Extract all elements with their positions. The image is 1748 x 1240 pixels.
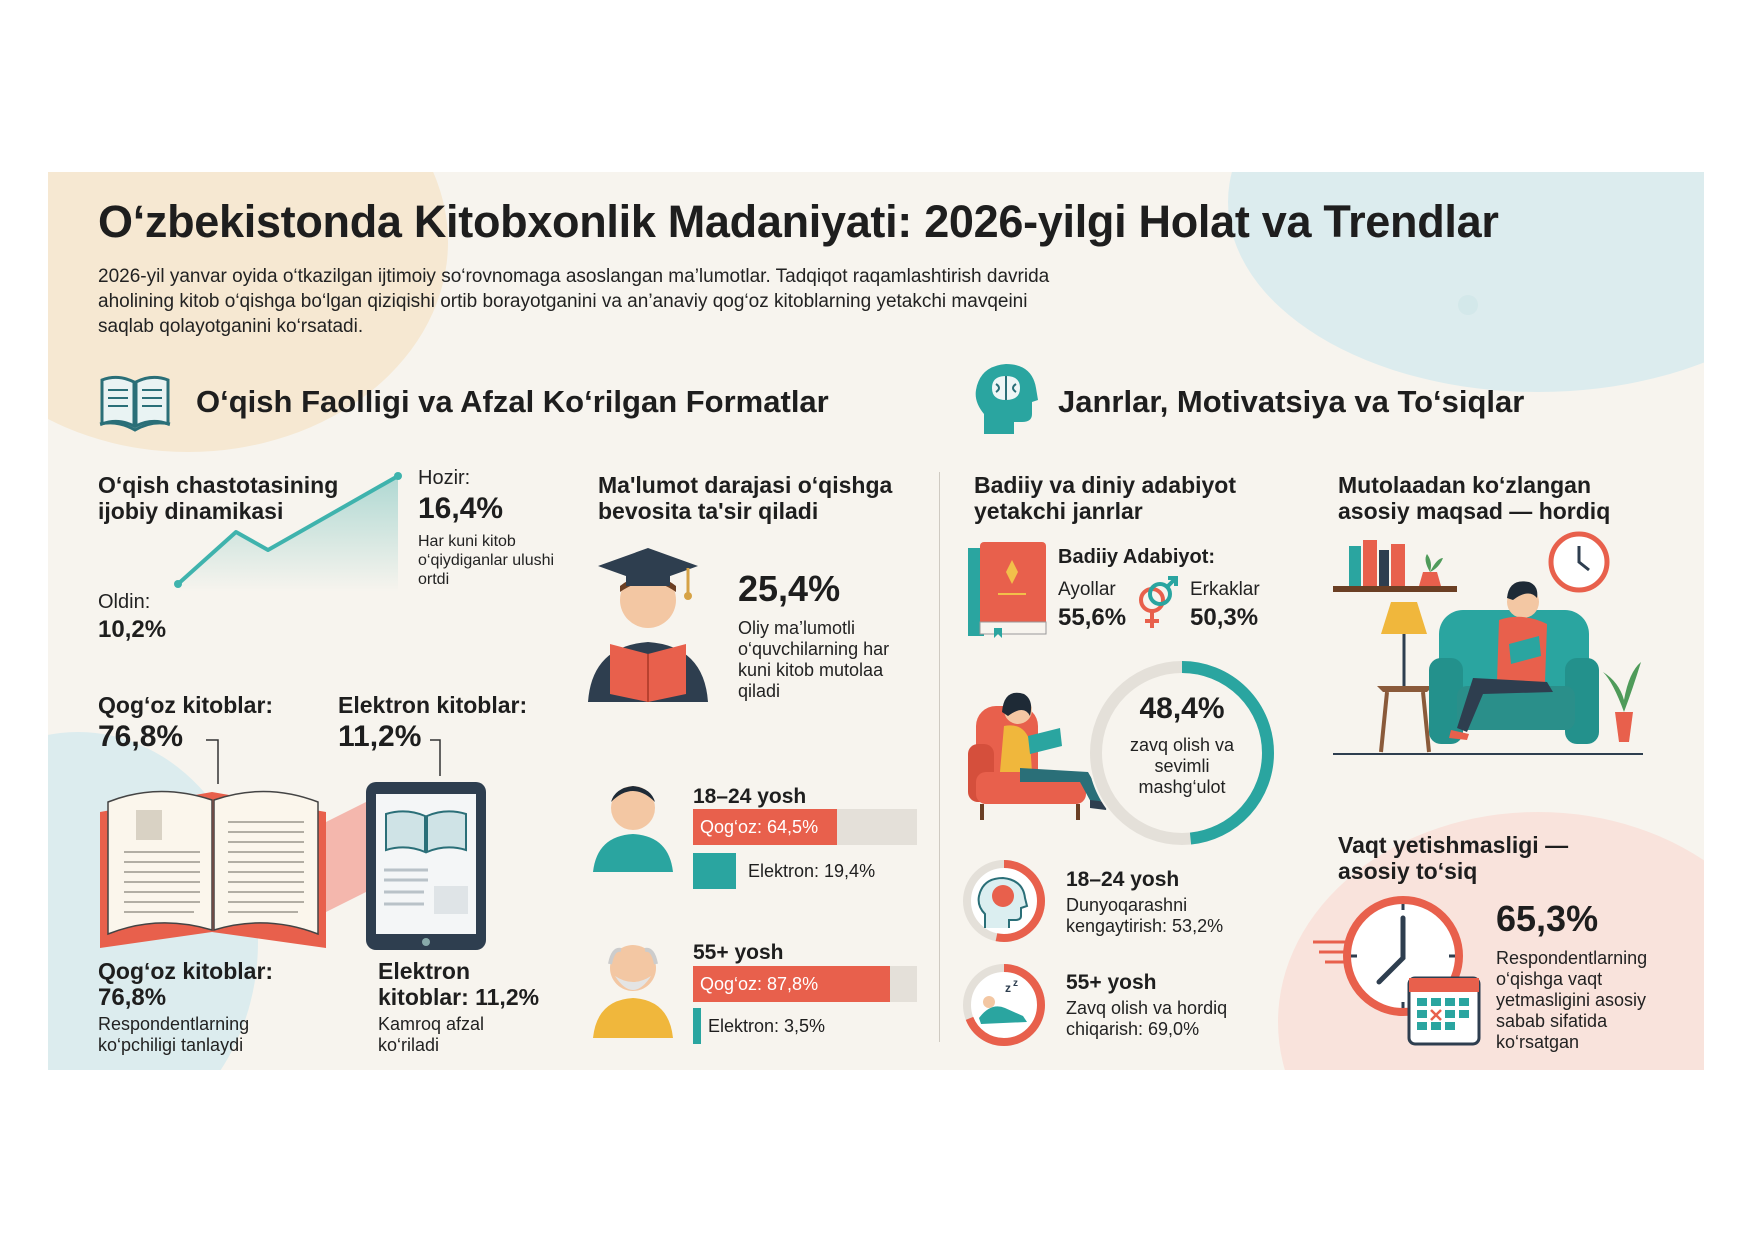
gender-symbol-icon <box>1136 576 1180 634</box>
goal-heading: Mutolaadan ko‘zlangan asosiy maqsad — hordiq <box>1338 472 1611 524</box>
ebook-bar-label: Elektron: 19,4% <box>748 861 876 881</box>
trend-heading: O‘qish chastotasining ijobiy dinamikasi <box>98 472 339 524</box>
red-book-icon <box>968 542 1048 638</box>
ebooks-label: Elektron kitoblar: <box>338 692 528 718</box>
young-person-icon <box>593 772 673 872</box>
paper-caption-value: 76,8% <box>98 984 167 1011</box>
motivation-ring-senior <box>961 962 1047 1048</box>
paper-book-illustration <box>98 772 328 952</box>
trend-now-value: 16,4% <box>418 492 504 525</box>
genre-title: Badiiy Adabiyot: <box>1058 546 1216 568</box>
age-motivation-label: 18–24 yosh <box>1066 868 1180 891</box>
intro-text: 2026-yil yanvar oyida o‘tkazilgan ijtimoiy so‘rovnomaga asoslangan ma’lumotlar. Tadqiqot raqamlashtirish davrida aholining kitob o‘qishga bo‘lgan qiziqishi ortib borayotganini va an’anaviy qog‘oz kitoblarning yetakchi mavqeini saqlab qolayotganini ko‘rsatadi. <box>98 266 1050 337</box>
head-brain-icon <box>974 362 1040 434</box>
enjoyment-note: zavq olish va sevimli mashg‘ulot <box>1129 735 1235 797</box>
ebook-caption-note: Kamroq afzal ko‘riladi <box>378 1014 485 1055</box>
ebook-caption-title: Elektron kitoblar: 11,2% <box>378 958 540 1010</box>
age-group-label: 18–24 yosh <box>693 785 807 808</box>
age-motivation-note: Dunyoqarashni kengaytirish: 53,2% <box>1066 895 1224 936</box>
svg-text:z: z <box>1005 981 1011 995</box>
clock-calendar-icon <box>1313 890 1483 1050</box>
paper-caption-title: Qog‘oz kitoblar: <box>98 958 274 984</box>
age-motivation-note: Zavq olish va hordiq chiqarish: 69,0% <box>1066 998 1228 1039</box>
paper-caption-note: Respondentlarning ko‘pchiligi tanlaydi <box>98 1014 250 1055</box>
bg-blob-teal-dot <box>1458 295 1478 315</box>
women-value: 55,6% <box>1058 604 1127 631</box>
barrier-heading: Vaqt yetishmasligi — asosiy to‘siq <box>1338 832 1569 884</box>
enjoyment-value: 48,4% <box>1139 692 1225 725</box>
men-label: Erkaklar <box>1190 579 1260 600</box>
trend-now-note: Har kuni kitob o‘qiydiganlar ulushi ortdi <box>418 533 555 588</box>
ebooks-value: 11,2% <box>338 720 422 753</box>
trend-before-value: 10,2% <box>98 616 167 643</box>
paper-books-value: 76,8% <box>98 720 184 753</box>
women-label: Ayollar <box>1058 579 1116 600</box>
paper-books-label: Qog‘oz kitoblar: <box>98 692 274 718</box>
svg-text:z: z <box>1013 978 1018 989</box>
age-group-label: 55+ yosh <box>693 941 784 964</box>
man-reading-room-illustration <box>1333 532 1643 762</box>
tablet-ebook-illustration <box>326 782 486 952</box>
education-value: 25,4% <box>738 568 841 609</box>
education-heading: Ma'lumot darajasi o‘qishga bevosita ta'sir qiladi <box>598 472 893 524</box>
ebook-bar <box>693 1008 701 1044</box>
graduate-reading-icon <box>588 542 708 702</box>
elderly-person-icon <box>593 930 673 1038</box>
paper-bar-label: Qog‘oz: 64,5% <box>700 817 819 837</box>
motivation-ring-young <box>961 858 1047 944</box>
paper-bar-label: Qog‘oz: 87,8% <box>700 974 819 994</box>
trend-before-label: Oldin: <box>98 591 151 613</box>
barrier-note: Respondentlarning o‘qishga vaqt yetmasligini asosiy sabab sifatida ko‘rsatgan <box>1496 948 1648 1052</box>
education-note: Oliy ma’lumotli o‘quvchilarning har kuni kitob mutolaa qiladi <box>738 618 890 701</box>
ebook-bar-label: Elektron: 3,5% <box>708 1016 826 1036</box>
page-title: O‘zbekistonda Kitobxonlik Madaniyati: 2026-yilgi Holat va Trendlar <box>98 196 1499 247</box>
left-section-heading: O‘qish Faolligi va Afzal Ko‘rilgan Formatlar <box>196 384 829 419</box>
age-motivation-label: 55+ yosh <box>1066 971 1157 994</box>
section-divider <box>939 472 940 1042</box>
men-value: 50,3% <box>1190 604 1259 631</box>
ebook-bar <box>693 853 736 889</box>
genres-heading: Badiiy va diniy adabiyot yetakchi janrlar <box>974 472 1237 524</box>
right-section-heading: Janrlar, Motivatsiya va To‘siqlar <box>1058 384 1525 419</box>
infographic-panel <box>48 172 1704 1070</box>
barrier-value: 65,3% <box>1496 898 1599 939</box>
trend-now-label: Hozir: <box>418 467 471 489</box>
